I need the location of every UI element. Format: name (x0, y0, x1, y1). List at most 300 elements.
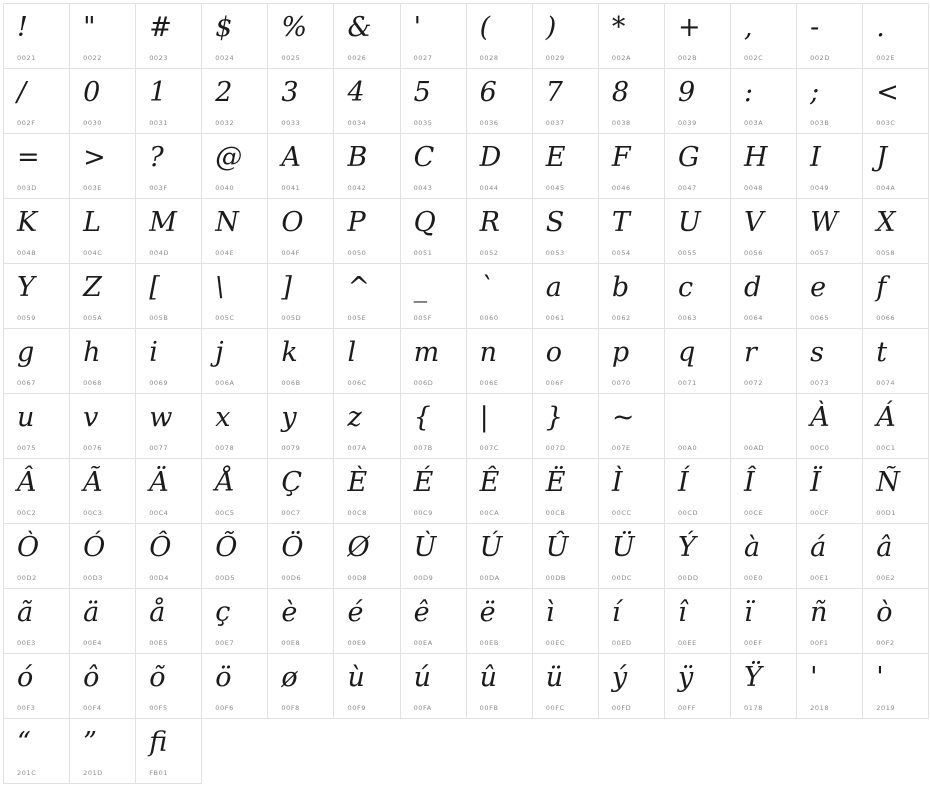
glyph-cell[interactable] (136, 134, 202, 199)
glyph-cell[interactable] (533, 134, 599, 199)
glyph-character: l (347, 337, 357, 368)
glyph-character: Ñ (876, 467, 900, 498)
glyph-cell[interactable] (863, 329, 929, 394)
glyph-character: ò (876, 597, 893, 628)
glyph-character: ö (215, 662, 232, 693)
glyph-character: ? (149, 142, 164, 173)
glyph-codepoint: 00E2 (876, 574, 896, 582)
glyph-character: $ (215, 12, 233, 43)
glyph-codepoint: 004A (876, 184, 896, 192)
glyph-cell[interactable] (731, 69, 797, 134)
glyph-codepoint: 0032 (215, 119, 235, 127)
glyph-cell[interactable] (467, 394, 533, 459)
glyph-cell[interactable] (334, 264, 400, 329)
glyph-codepoint: 0030 (83, 119, 103, 127)
glyph-character: 0 (83, 77, 101, 108)
glyph-cell[interactable] (136, 589, 202, 654)
glyph-cell[interactable] (70, 4, 136, 69)
glyph-character: Û (545, 532, 569, 563)
glyph-codepoint: 003E (83, 184, 103, 192)
glyph-character: û (479, 662, 498, 693)
glyph-character: Ú (479, 532, 503, 563)
glyph-cell[interactable] (863, 524, 929, 589)
glyph-codepoint: 006A (215, 379, 235, 387)
glyph-cell[interactable] (599, 589, 665, 654)
glyph-cell[interactable] (202, 589, 268, 654)
glyph-character: I (810, 142, 821, 173)
glyph-cell[interactable] (467, 69, 533, 134)
glyph-character: Ê (479, 467, 500, 498)
glyph-character: % (281, 12, 308, 43)
glyph-codepoint: 00F9 (347, 704, 367, 712)
glyph-codepoint: 0042 (347, 184, 367, 192)
glyph-character: ! (17, 12, 28, 43)
glyph-codepoint: 0059 (17, 314, 36, 322)
glyph-cell[interactable] (863, 589, 929, 654)
glyph-cell[interactable] (731, 459, 797, 524)
glyph-cell[interactable] (202, 134, 268, 199)
glyph-codepoint: 0077 (149, 444, 169, 452)
glyph-cell[interactable] (863, 69, 929, 134)
glyph-cell[interactable] (533, 524, 599, 589)
glyph-codepoint: 005A (83, 314, 103, 322)
glyph-cell[interactable] (136, 264, 202, 329)
glyph-cell[interactable] (665, 394, 731, 459)
glyph-character: Á (876, 402, 896, 433)
glyph-cell[interactable] (533, 4, 599, 69)
glyph-cell[interactable] (599, 264, 665, 329)
glyph-codepoint: 00A0 (677, 444, 698, 452)
glyph-character: U (677, 207, 701, 238)
glyph-character: } (545, 402, 563, 433)
glyph-character: À (810, 402, 830, 433)
glyph-character: ú (413, 662, 431, 693)
glyph-character: Í (677, 467, 689, 498)
glyph-cell[interactable] (136, 459, 202, 524)
glyph-cell[interactable] (202, 459, 268, 524)
glyph-character: { (413, 402, 431, 433)
glyph-codepoint: 0031 (149, 119, 169, 127)
glyph-cell[interactable] (467, 134, 533, 199)
glyph-cell[interactable] (731, 524, 797, 589)
glyph-cell[interactable] (70, 329, 136, 394)
glyph-cell[interactable] (665, 69, 731, 134)
glyph-cell[interactable] (797, 459, 863, 524)
glyph-character: ã (17, 597, 34, 628)
glyph-cell[interactable] (599, 654, 665, 719)
glyph-character: ^ (347, 272, 371, 303)
glyph-character: Q (413, 207, 436, 238)
glyph-character: w (149, 402, 173, 433)
glyph-codepoint: 00ED (611, 639, 632, 647)
glyph-character: x (215, 402, 231, 433)
glyph-character: 4 (347, 77, 365, 108)
glyph-cell[interactable] (4, 394, 70, 459)
glyph-cell[interactable] (202, 264, 268, 329)
glyph-cell[interactable] (467, 654, 533, 719)
glyph-codepoint: 006E (479, 379, 499, 387)
glyph-character: ” (83, 727, 97, 758)
glyph-codepoint: 0026 (347, 54, 367, 62)
glyph-cell[interactable] (467, 459, 533, 524)
glyph-cell[interactable] (136, 654, 202, 719)
glyph-cell[interactable] (731, 589, 797, 654)
glyph-character: g (17, 337, 35, 368)
glyph-cell[interactable] (334, 654, 400, 719)
glyph-codepoint: 003B (810, 119, 830, 127)
glyph-codepoint: 0056 (744, 249, 763, 257)
glyph-cell[interactable] (4, 69, 70, 134)
glyph-codepoint: 00E5 (149, 639, 169, 647)
glyph-codepoint: 00EE (677, 639, 697, 647)
glyph-codepoint: 00DB (545, 574, 566, 582)
glyph-cell[interactable] (467, 329, 533, 394)
glyph-codepoint: 00FF (677, 704, 697, 712)
glyph-codepoint: 00D4 (149, 574, 169, 582)
glyph-cell[interactable] (533, 459, 599, 524)
glyph-cell[interactable] (797, 589, 863, 654)
glyph-codepoint: 0025 (281, 54, 301, 62)
glyph-cell[interactable] (665, 654, 731, 719)
glyph-cell[interactable] (70, 134, 136, 199)
glyph-codepoint: 00FA (413, 704, 432, 712)
glyph-codepoint: 00AD (744, 444, 765, 452)
glyph-cell[interactable] (797, 134, 863, 199)
glyph-cell[interactable] (533, 589, 599, 654)
glyph-cell[interactable] (467, 4, 533, 69)
glyph-cell[interactable] (731, 134, 797, 199)
glyph-codepoint: 0058 (876, 249, 896, 257)
glyph-character: é (347, 597, 364, 628)
glyph-cell[interactable] (136, 394, 202, 459)
glyph-codepoint: 007E (611, 444, 631, 452)
glyph-codepoint: 0057 (810, 249, 830, 257)
glyph-cell[interactable] (202, 654, 268, 719)
glyph-cell[interactable] (665, 134, 731, 199)
glyph-cell[interactable] (202, 4, 268, 69)
glyph-cell[interactable] (731, 199, 797, 264)
glyph-cell[interactable] (401, 524, 467, 589)
glyph-codepoint: 007D (545, 444, 566, 452)
glyph-cell[interactable] (136, 69, 202, 134)
glyph-cell[interactable] (467, 199, 533, 264)
glyph-cell[interactable] (268, 589, 334, 654)
glyph-character: Å (215, 467, 235, 498)
glyph-cell[interactable] (268, 329, 334, 394)
glyph-cell[interactable] (533, 394, 599, 459)
glyph-cell[interactable] (665, 524, 731, 589)
glyph-cell[interactable] (70, 199, 136, 264)
glyph-codepoint: 005D (281, 314, 302, 322)
glyph-character: B (347, 142, 368, 173)
glyph-cell[interactable] (4, 199, 70, 264)
glyph-cell[interactable] (533, 199, 599, 264)
glyph-character: ) (545, 12, 557, 43)
glyph-codepoint: 00D2 (17, 574, 37, 582)
glyph-codepoint: 0028 (479, 54, 499, 62)
glyph-cell[interactable] (533, 264, 599, 329)
glyph-cell[interactable] (863, 654, 929, 719)
glyph-cell[interactable] (202, 524, 268, 589)
glyph-character: ﬁ (149, 727, 168, 758)
glyph-cell[interactable] (797, 394, 863, 459)
glyph-cell[interactable] (334, 4, 400, 69)
glyph-codepoint: 00E9 (347, 639, 367, 647)
glyph-cell[interactable] (136, 199, 202, 264)
glyph-character: Ë (545, 467, 566, 498)
glyph-cell[interactable] (401, 4, 467, 69)
glyph-cell[interactable] (533, 654, 599, 719)
glyph-character: â (876, 532, 893, 563)
glyph-cell[interactable] (334, 69, 400, 134)
glyph-codepoint: 002A (611, 54, 632, 62)
glyph-cell[interactable] (401, 654, 467, 719)
glyph-cell[interactable] (401, 589, 467, 654)
glyph-cell[interactable] (797, 654, 863, 719)
glyph-codepoint: 003D (17, 184, 37, 192)
glyph-cell[interactable] (467, 524, 533, 589)
glyph-cell[interactable] (731, 329, 797, 394)
glyph-cell[interactable] (797, 264, 863, 329)
glyph-cell[interactable] (599, 199, 665, 264)
glyph-codepoint: 0033 (281, 119, 301, 127)
glyph-cell[interactable] (401, 394, 467, 459)
glyph-codepoint: 002B (677, 54, 698, 62)
glyph-codepoint: 004F (281, 249, 300, 257)
glyph-codepoint: 201C (17, 769, 37, 777)
glyph-cell[interactable] (797, 4, 863, 69)
glyph-character: Ã (83, 467, 103, 498)
glyph-cell[interactable] (202, 394, 268, 459)
glyph-cell[interactable] (4, 719, 70, 784)
glyph-cell[interactable] (863, 134, 929, 199)
glyph-codepoint: 006F (545, 379, 565, 387)
glyph-codepoint: 00C0 (810, 444, 830, 452)
glyph-cell[interactable] (334, 199, 400, 264)
glyph-character: ù (347, 662, 365, 693)
glyph-cell[interactable] (863, 264, 929, 329)
glyph-cell[interactable] (863, 394, 929, 459)
glyph-codepoint: 00EA (413, 639, 433, 647)
glyph-character: È (347, 467, 368, 498)
glyph-character: D (479, 142, 502, 173)
glyph-cell[interactable] (268, 69, 334, 134)
glyph-codepoint: 0052 (479, 249, 499, 257)
glyph-cell[interactable] (401, 329, 467, 394)
glyph-character: à (744, 532, 761, 563)
glyph-codepoint: 006C (347, 379, 367, 387)
glyph-character: J (876, 142, 888, 173)
glyph-cell[interactable] (863, 459, 929, 524)
glyph-cell[interactable] (533, 329, 599, 394)
glyph-character: - (810, 12, 820, 43)
glyph-codepoint: 002F (17, 119, 36, 127)
glyph-codepoint: 004C (83, 249, 103, 257)
glyph-character: ' (810, 662, 818, 693)
glyph-cell[interactable] (70, 719, 136, 784)
glyph-cell[interactable] (665, 459, 731, 524)
glyph-cell[interactable] (136, 329, 202, 394)
glyph-character: V (744, 207, 764, 238)
glyph-character: 8 (611, 77, 630, 108)
glyph-cell[interactable] (599, 459, 665, 524)
glyph-cell[interactable] (70, 69, 136, 134)
glyph-character: R (479, 207, 500, 238)
glyph-character: Ü (611, 532, 635, 563)
glyph-cell[interactable] (731, 4, 797, 69)
glyph-cell[interactable] (268, 4, 334, 69)
glyph-codepoint: 004B (17, 249, 37, 257)
glyph-cell[interactable] (401, 459, 467, 524)
glyph-cell[interactable] (4, 524, 70, 589)
glyph-cell[interactable] (268, 524, 334, 589)
glyph-codepoint: 00EC (545, 639, 566, 647)
glyph-codepoint: 0074 (876, 379, 896, 387)
glyph-cell[interactable] (4, 134, 70, 199)
glyph-cell[interactable] (268, 394, 334, 459)
glyph-cell[interactable] (797, 199, 863, 264)
glyph-character: “ (17, 727, 31, 758)
glyph-cell[interactable] (863, 199, 929, 264)
glyph-character: L (83, 207, 102, 238)
glyph-character: ' (413, 12, 421, 43)
glyph-cell[interactable] (467, 264, 533, 329)
glyph-codepoint: 004D (149, 249, 169, 257)
glyph-character: ` (479, 272, 494, 303)
glyph-cell[interactable] (202, 329, 268, 394)
glyph-cell[interactable] (401, 134, 467, 199)
glyph-cell[interactable] (334, 459, 400, 524)
glyph-character: y (281, 402, 297, 433)
glyph-codepoint: 0040 (215, 184, 235, 192)
glyph-cell[interactable] (4, 264, 70, 329)
glyph-codepoint: 00CB (545, 509, 566, 517)
glyph-cell[interactable] (401, 264, 467, 329)
glyph-character: < (876, 77, 899, 108)
glyph-cell[interactable] (863, 4, 929, 69)
glyph-cell[interactable] (334, 394, 400, 459)
glyph-cell[interactable] (136, 719, 202, 784)
glyph-codepoint: 0062 (611, 314, 631, 322)
glyph-cell[interactable] (4, 329, 70, 394)
glyph-cell[interactable] (599, 329, 665, 394)
glyph-codepoint: 007A (347, 444, 367, 452)
glyph-character: K (17, 207, 38, 238)
glyph-cell[interactable] (334, 524, 400, 589)
glyph-cell[interactable] (70, 264, 136, 329)
glyph-character: ü (545, 662, 564, 693)
glyph-codepoint: 003F (149, 184, 168, 192)
glyph-codepoint: 0047 (677, 184, 697, 192)
glyph-cell[interactable] (70, 524, 136, 589)
glyph-cell[interactable] (70, 459, 136, 524)
glyph-codepoint: 00FB (479, 704, 499, 712)
glyph-codepoint: 00E1 (810, 574, 830, 582)
glyph-character: 1 (149, 77, 167, 108)
glyph-cell[interactable] (70, 654, 136, 719)
glyph-map-grid (3, 3, 929, 784)
glyph-codepoint: 00C5 (215, 509, 235, 517)
glyph-cell[interactable] (136, 524, 202, 589)
glyph-codepoint: 006D (413, 379, 434, 387)
glyph-cell[interactable] (268, 654, 334, 719)
glyph-cell[interactable] (4, 589, 70, 654)
glyph-cell[interactable] (202, 69, 268, 134)
glyph-cell[interactable] (334, 134, 400, 199)
glyph-cell[interactable] (599, 69, 665, 134)
glyph-character: u (17, 402, 35, 433)
glyph-cell[interactable] (70, 394, 136, 459)
glyph-cell[interactable] (731, 654, 797, 719)
glyph-cell[interactable] (665, 264, 731, 329)
glyph-cell[interactable] (467, 589, 533, 654)
glyph-cell[interactable] (797, 329, 863, 394)
glyph-cell[interactable] (4, 654, 70, 719)
glyph-cell[interactable] (4, 4, 70, 69)
glyph-cell[interactable] (136, 4, 202, 69)
glyph-codepoint: 0039 (677, 119, 697, 127)
glyph-codepoint: 0023 (149, 54, 169, 62)
glyph-character: M (149, 207, 177, 238)
glyph-cell[interactable] (665, 589, 731, 654)
glyph-character: ì (545, 597, 555, 628)
glyph-cell[interactable] (268, 264, 334, 329)
glyph-cell[interactable] (202, 199, 268, 264)
glyph-cell[interactable] (731, 264, 797, 329)
glyph-cell[interactable] (401, 69, 467, 134)
glyph-cell[interactable] (334, 329, 400, 394)
glyph-cell[interactable] (268, 134, 334, 199)
glyph-cell[interactable] (4, 459, 70, 524)
glyph-character: f (876, 272, 887, 303)
glyph-codepoint: 0178 (744, 704, 763, 712)
glyph-cell[interactable] (268, 459, 334, 524)
glyph-character: î (677, 597, 687, 628)
glyph-cell[interactable] (599, 394, 665, 459)
glyph-cell[interactable] (334, 589, 400, 654)
glyph-cell[interactable] (665, 4, 731, 69)
glyph-cell[interactable] (665, 199, 731, 264)
glyph-character: Ô (149, 532, 172, 563)
glyph-cell[interactable] (599, 524, 665, 589)
glyph-character: | (479, 402, 489, 433)
glyph-cell[interactable] (533, 69, 599, 134)
glyph-codepoint: 005E (347, 314, 367, 322)
glyph-character: q (677, 337, 696, 368)
glyph-character: T (611, 207, 630, 238)
glyph-character: ø (281, 662, 298, 693)
glyph-cell[interactable] (731, 394, 797, 459)
glyph-cell[interactable] (797, 69, 863, 134)
glyph-character: í (611, 597, 621, 628)
glyph-cell[interactable] (797, 524, 863, 589)
glyph-character: a (545, 272, 562, 303)
glyph-cell[interactable] (665, 329, 731, 394)
glyph-character: 2 (215, 77, 233, 108)
glyph-character: 3 (281, 77, 299, 108)
glyph-codepoint: 0066 (876, 314, 896, 322)
glyph-cell[interactable] (401, 199, 467, 264)
glyph-character: F (611, 142, 631, 173)
glyph-cell[interactable] (70, 589, 136, 654)
glyph-character: i (149, 337, 158, 368)
glyph-cell[interactable] (599, 134, 665, 199)
glyph-cell[interactable] (268, 199, 334, 264)
glyph-codepoint: 0038 (611, 119, 631, 127)
glyph-character: \ (215, 272, 225, 303)
glyph-cell[interactable] (599, 4, 665, 69)
glyph-character: õ (149, 662, 166, 693)
